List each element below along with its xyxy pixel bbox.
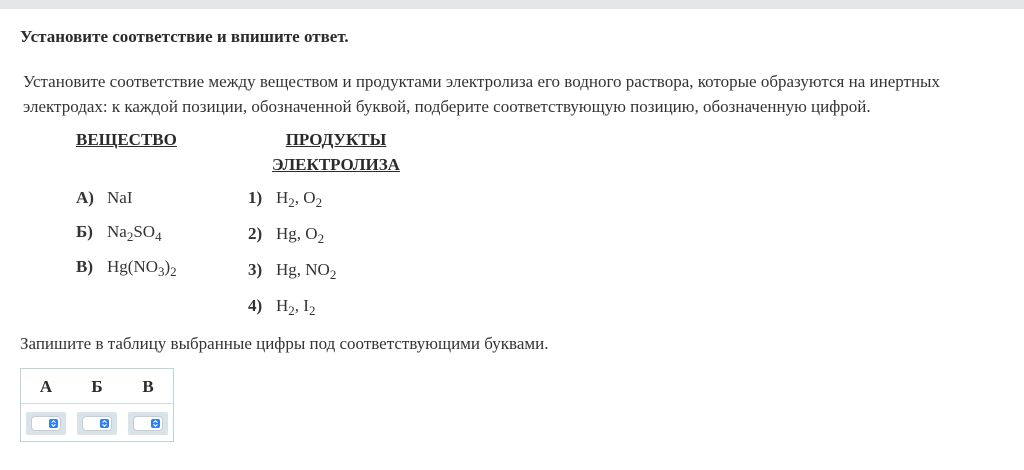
formula-subscript: 4 [155,229,162,244]
formula-part: , O [294,188,316,207]
formula-part: SO [133,222,156,241]
answer-select-b[interactable] [82,416,112,431]
task-description: Установите соответствие между веществом и продуктами электролиза его водного раствора, которые образуются на инертных электродах: к каждой позиции, обозначенной буквой, подберите соответствующую позицию, обозначенную цифрой. [23,72,940,116]
product-2 [248,223,324,245]
substance-v [76,256,177,278]
formula-part: ) [164,257,171,276]
product-number: 4) [248,296,263,315]
updown-chevron-icon[interactable] [151,419,160,428]
formula-subscript: 3 [158,264,165,279]
product-3 [248,259,336,281]
formula-part: Hg(NO [107,257,158,276]
substance-letter: Б) [76,222,93,241]
top-bar [0,0,1024,9]
answer-select-a[interactable] [31,416,61,431]
updown-chevron-icon[interactable] [49,419,58,428]
formula-subscript: 2 [308,303,316,318]
formula-subscript: 2 [315,195,323,210]
answer-select-v[interactable] [133,416,163,431]
products-header-line2: ЭЛЕКТРОЛИЗА [272,155,400,174]
products-header-line1: ПРОДУКТЫ [285,130,387,149]
answer-table-divider [21,403,173,404]
formula-part: Na [107,222,127,241]
substance-letter: А) [76,188,94,207]
substance-a [76,187,132,209]
formula-part: Hg, O [276,224,318,243]
answer-header-a: А [39,377,53,396]
substance-letter: В) [76,257,93,276]
formula-part: H [276,296,289,315]
answer-select-v-cell [128,412,168,435]
substance-formula: NaI [107,188,133,207]
answer-select-b-cell [77,412,117,435]
updown-chevron-icon[interactable] [100,419,109,428]
product-number: 1) [248,188,263,207]
product-number: 3) [248,260,263,279]
products-column-header [258,127,414,177]
product-1 [248,187,322,209]
product-4 [248,295,315,317]
answer-select-a-cell [26,412,66,435]
formula-subscript: 2 [329,267,337,282]
formula-part: , I [294,296,309,315]
task-title: Установите соответствие и впишите ответ. [20,27,349,46]
product-number: 2) [248,224,263,243]
substance-column-header: ВЕЩЕСТВО [76,130,177,149]
formula-part: H [276,188,289,207]
answer-header-b: Б [91,377,103,396]
answer-instruction: Запишите в таблицу выбранные цифры под соответствующими буквами. [20,334,549,353]
formula-subscript: 2 [288,303,295,318]
answer-header-v: В [142,377,154,396]
formula-subscript: 2 [170,264,177,279]
formula-subscript: 2 [288,195,295,210]
substance-b [76,221,162,243]
formula-subscript: 2 [126,229,134,244]
formula-part: Hg, NO [276,260,330,279]
formula-subscript: 2 [317,231,325,246]
answer-table [20,368,174,442]
